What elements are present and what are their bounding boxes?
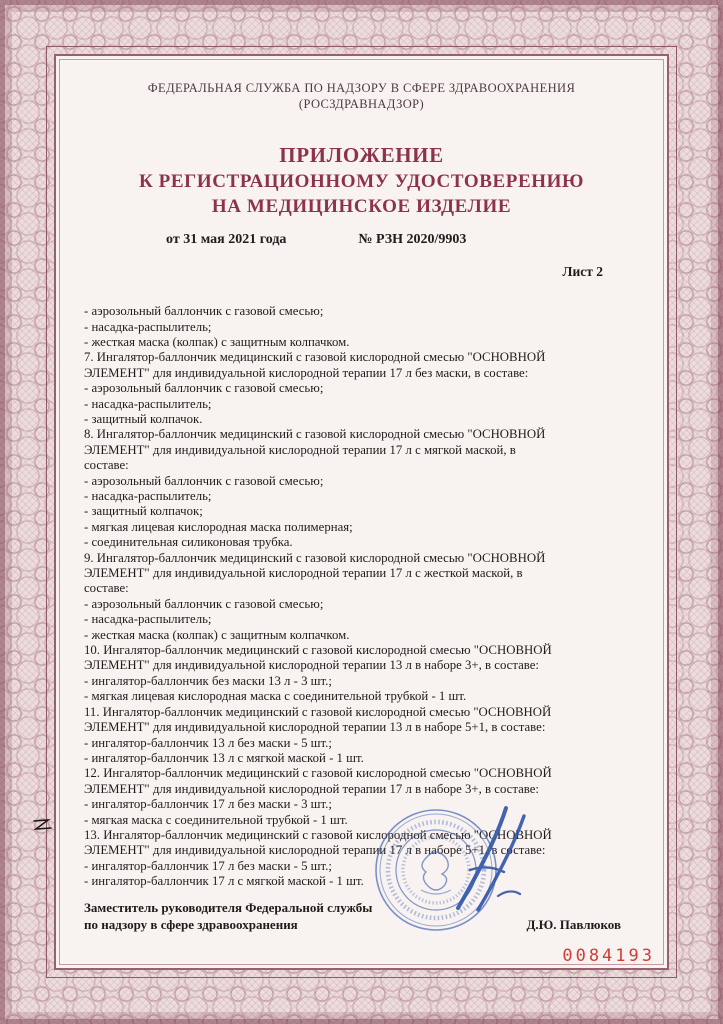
body-line: - жесткая маска (колпак) с защитным колпачком. (84, 627, 350, 642)
body-line: ЭЛЕМЕНТ" для индивидуальной кислородной терапии 13 л в наборе 3+, в составе: (84, 658, 539, 673)
body-line: составе: (84, 581, 129, 596)
handwritten-mark (32, 818, 54, 832)
body-line: - насадка-распылитель; (84, 319, 212, 334)
signatory-position-line2: по надзору в сфере здравоохранения (84, 916, 298, 932)
meta-row (84, 232, 639, 248)
body-line: ЭЛЕМЕНТ" для индивидуальной кислородной терапии 17 л с жесткой маской, в (84, 566, 523, 581)
body-line: 9. Ингалятор-баллончик медицинский с газовой кислородной смесью "ОСНОВНОЙ (84, 550, 546, 565)
body-line: 10. Ингалятор-баллончик медицинский с газовой кислородной смесью "ОСНОВНОЙ (84, 643, 552, 658)
org-header-line2: (РОСЗДРАВНАДЗОР) (298, 97, 425, 112)
document-content (56, 56, 667, 968)
body-line: 13. Ингалятор-баллончик медицинский с газовой кислородной смесью "ОСНОВНОЙ (84, 827, 552, 842)
body-line: - мягкая лицевая кислородная маска полимерная; (84, 519, 353, 534)
body-line: - ингалятор-баллончик 17 л без маски - 5 шт.; (84, 858, 332, 873)
registration-number: № РЗН 2020/9903 (358, 232, 467, 248)
org-header (84, 80, 639, 113)
body-line: - аэрозольный баллончик с газовой смесью; (84, 596, 324, 611)
body-line: - аэрозольный баллончик с газовой смесью; (84, 381, 324, 396)
body-line: - насадка-распылитель; (84, 396, 212, 411)
body-line: 11. Ингалятор-баллончик медицинский с газовой кислородной смесью "ОСНОВНОЙ (84, 704, 552, 719)
org-header-line1: ФЕДЕРАЛЬНАЯ СЛУЖБА ПО НАДЗОРУ В СФЕРЕ ЗДРАВООХРАНЕНИЯ (147, 81, 576, 95)
body-line: - ингалятор-баллончик 13 л с мягкой маской - 1 шт. (84, 750, 364, 765)
title-line1: ПРИЛОЖЕНИЕ (279, 142, 444, 167)
body-line: ЭЛЕМЕНТ" для индивидуальной кислородной терапии 17 л без маски, в составе: (84, 365, 529, 380)
body-line: 7. Ингалятор-баллончик медицинский с газовой кислородной смесью "ОСНОВНОЙ (84, 350, 546, 365)
body-line: ЭЛЕМЕНТ" для индивидуальной кислородной терапии 17 л в наборе 3+, в составе: (84, 781, 539, 796)
body-line: - ингалятор-баллончик 13 л без маски - 5 шт.; (84, 735, 332, 750)
serial-number: 0084193 (562, 946, 655, 966)
issue-date: от 31 мая 2021 года (166, 232, 287, 248)
document-paper (54, 54, 669, 970)
body-line: - мягкая лицевая кислородная маска с соединительной трубкой - 1 шт. (84, 689, 467, 704)
document-title (84, 141, 639, 221)
body-line: - защитный колпачок. (84, 411, 203, 426)
title-line3: НА МЕДИЦИНСКОЕ ИЗДЕЛИЕ (211, 196, 512, 218)
body-line: - аэрозольный баллончик с газовой смесью; (84, 304, 324, 319)
body-line: 8. Ингалятор-баллончик медицинский с газовой кислородной смесью "ОСНОВНОЙ (84, 427, 546, 442)
body-line: - ингалятор-баллончик 17 л без маски - 3 шт.; (84, 797, 332, 812)
body-line: - аэрозольный баллончик с газовой смесью; (84, 473, 324, 488)
body-line: - насадка-распылитель; (84, 612, 212, 627)
body-line: - соединительная силиконовая трубка. (84, 535, 293, 550)
body-line: ЭЛЕМЕНТ" для индивидуальной кислородной терапии 17 л в наборе 5+1, в составе: (84, 843, 546, 858)
body-line: ЭЛЕМЕНТ" для индивидуальной кислородной терапии 13 л в наборе 5+1, в составе: (84, 720, 546, 735)
signatory-position-line1: Заместитель руководителя Федеральной службы (84, 899, 373, 915)
body-line: - мягкая маска с соединительной трубкой - 1 шт. (84, 812, 348, 827)
body-line: ЭЛЕМЕНТ" для индивидуальной кислородной терапии 17 л с мягкой маской, в (84, 442, 516, 457)
body-text (84, 304, 639, 889)
title-line2: К РЕГИСТРАЦИОННОМУ УДОСТОВЕРЕНИЮ (138, 170, 585, 192)
body-line: - ингалятор-баллончик 17 л с мягкой маской - 1 шт. (84, 874, 364, 889)
body-line: - насадка-распылитель; (84, 489, 212, 503)
sheet-label: Лист 2 (562, 264, 603, 280)
body-line: составе: (84, 458, 129, 473)
signatory-position (84, 899, 372, 933)
body-line: - защитный колпачок; (84, 504, 203, 519)
signatory-name: Д.Ю. Павлюков (526, 916, 621, 932)
body-line: - жесткая маска (колпак) с защитным колпачком. (84, 334, 350, 349)
body-line: - ингалятор-баллончик без маски 13 л - 3 шт.; (84, 673, 332, 688)
signature-block (84, 899, 639, 933)
body-line: 12. Ингалятор-баллончик медицинский с газовой кислородной смесью "ОСНОВНОЙ (84, 766, 552, 781)
